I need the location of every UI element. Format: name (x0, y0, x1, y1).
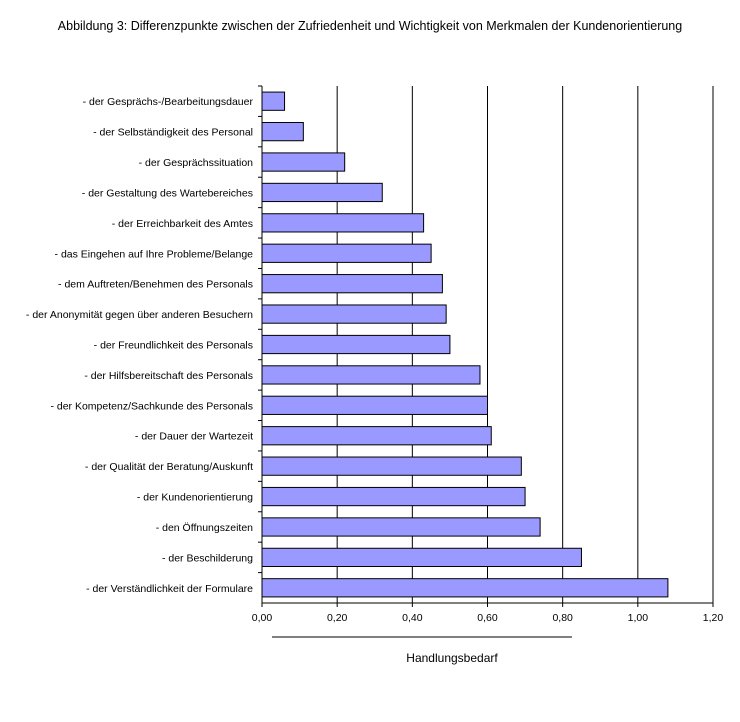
category-labels (26, 86, 262, 595)
x-tick-labels (252, 612, 724, 624)
bar (262, 396, 488, 414)
bar (262, 457, 521, 475)
x-tick-label: 0,80 (552, 612, 573, 624)
x-tick-label: 1,00 (627, 612, 649, 624)
x-tick-label: 0,20 (326, 612, 348, 624)
bar (262, 244, 431, 262)
category-label: - der Kundenorientierung (136, 491, 253, 504)
category-label: - der Hilfsbereitschaft des Personals (84, 369, 253, 382)
bar (262, 275, 442, 293)
category-label: - den Öffnungszeiten (155, 521, 253, 534)
category-label: - der Selbständigkeit des Personal (93, 126, 253, 139)
bar (262, 92, 285, 110)
bars (262, 92, 668, 597)
bar (262, 579, 668, 597)
x-axis-label: Handlungsbedarf (406, 651, 498, 665)
bar (262, 548, 581, 566)
bar (262, 183, 382, 201)
bar (262, 366, 480, 384)
x-tick-label: 1,20 (702, 612, 724, 624)
chart-title: Abbildung 3: Differenzpunkte zwischen der Zufriedenheit und Wichtigkeit von Merkmalen der Kundenorientierung (57, 19, 683, 33)
bar (262, 305, 446, 323)
x-tick-label: 0,60 (477, 612, 498, 624)
bar (262, 518, 540, 536)
bar (262, 335, 450, 353)
category-label: - der Beschilderung (161, 552, 253, 565)
category-label: - das Eingehen auf Ihre Probleme/Belange (54, 248, 253, 261)
x-tick-label: 0,40 (402, 612, 423, 624)
category-label: - der Freundlichkeit des Personals (93, 339, 253, 352)
category-label: - der Verständlichkeit der Formulare (86, 582, 253, 595)
category-label: - der Qualität der Beratung/Auskunft (84, 461, 253, 474)
category-label: - der Kompetenz/Sachkunde des Personals (50, 400, 253, 413)
bar (262, 153, 345, 171)
category-label: - der Dauer der Wartezeit (134, 430, 253, 443)
category-label: - der Gesprächssituation (138, 157, 253, 170)
x-tick-label: 0,00 (251, 612, 273, 624)
bar (262, 427, 491, 445)
category-label: - der Gestaltung des Wartebereiches (81, 187, 253, 200)
category-label: - dem Auftreten/Benehmen des Personals (58, 278, 253, 291)
category-label: - der Anonymität gegen über anderen Besuchern (25, 309, 253, 322)
category-label: - der Gesprächs-/Bearbeitungsdauer (82, 96, 253, 109)
category-label: - der Erreichbarkeit des Amtes (111, 217, 253, 230)
bar (262, 487, 525, 505)
bar (262, 214, 424, 232)
bar (262, 122, 303, 140)
